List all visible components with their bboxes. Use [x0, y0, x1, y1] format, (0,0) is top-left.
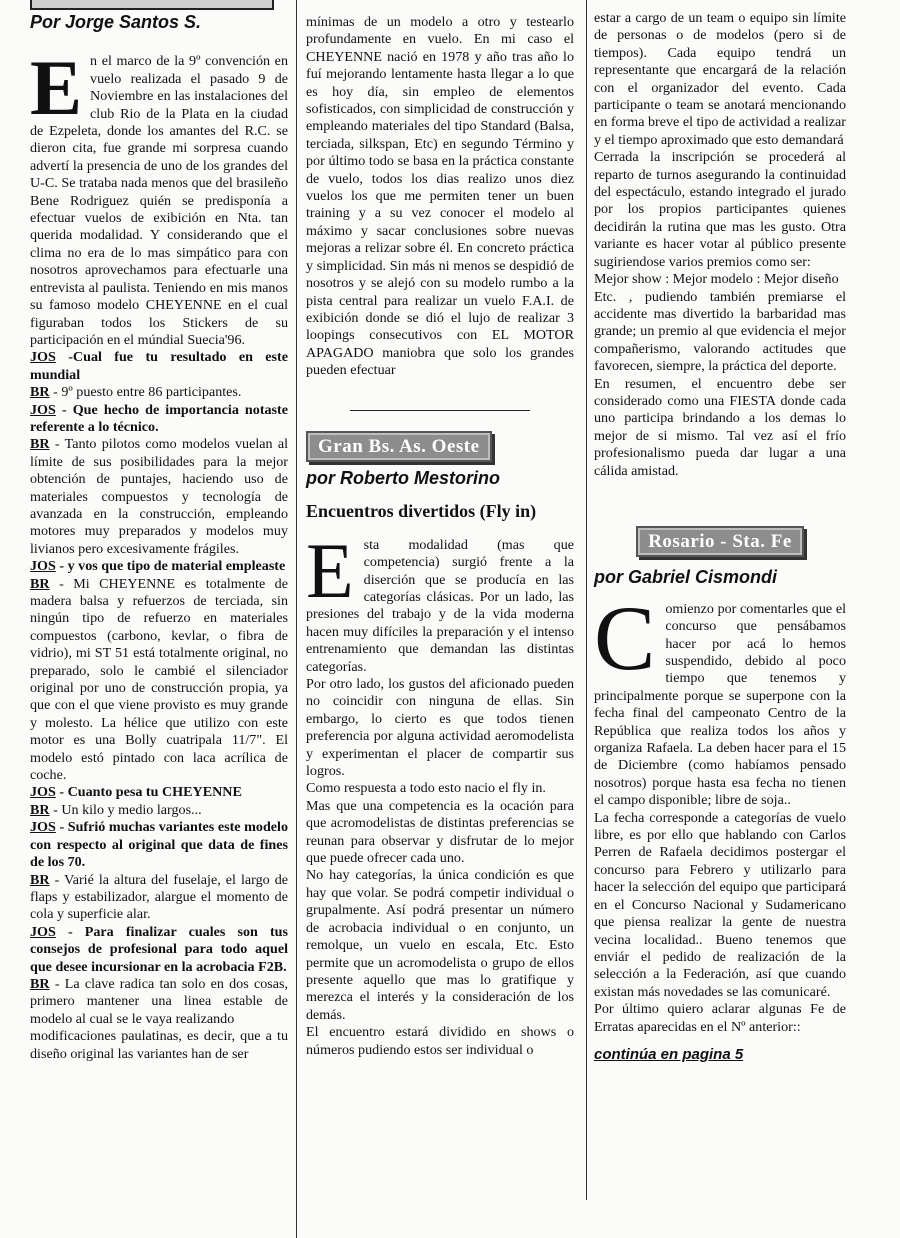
byline-jorge-santos: Por Jorge Santos S.	[30, 12, 202, 32]
column-3	[594, 10, 846, 1063]
paragraph: En resumen, el encuentro debe ser considerado como una FIESTA donde cada uno participa brindando a los demas lo mejor de si mismo. Tal vez así el frío profesionalismo pueda dar lugar a una cálida amistad.	[594, 375, 846, 479]
header-tab	[30, 0, 274, 10]
interview-question	[30, 558, 288, 575]
paragraph: La fecha corresponde a categorías de vuelo libre, es por ello que hablando con Carlos Perren de Rafaela decidimos postergar el concurso para Febrero y utilizarlo para hacer la selección del equipo que participará en el Concurso Nacional y Sudamericano que piensa realizar la gente de nuestra vecina localidad.. Bueno tenemos que enviár el pedido de realización de la selección a la Federación, así que cuando existan más novedades se las comunicaré.	[594, 809, 846, 1000]
section-divider	[350, 410, 530, 411]
speaker-tag-br: BR	[30, 975, 50, 992]
interview-question	[30, 924, 288, 976]
section-banner-gran-bs-as: Gran Bs. As. Oeste	[306, 431, 492, 462]
interview-continuation: mínimas de un modelo a otro y testearlo profundamente en vuelo. En mi caso el CHEYENNE nació en 1978 y año tras año lo fuí mejorando lentamente hasta llegar a lo que es hoy día, sin empleo de elementos sofisticados, con simplicidad de construcción y empleando materiales del tipo Standard (Balsa, terciada, silkspan, Etc) en segundo Término y por último todo se basa en la práctica constante de vuelo, todos los dias realizo unos diez vuelos los que me permiten tener un buen training y a su vez conocer el modelo al máximo y sacar conclusiones sobre nuevas mejoras a relizar sobre él. En concreto práctica y simplicidad. Sin más ni menos se despidió de nosotros y se alejó con su modelo rumbo a la pista central para realizar un vuelo F.A.I. de exibición donde se dió el lujo de realizar 3 loopings consecutivos con EL MOTOR APAGADO maniobra que solo los grandes pueden efectuar	[306, 14, 574, 379]
speaker-tag-jos: JOS	[30, 819, 56, 836]
dropcap-e2: E	[306, 526, 354, 614]
paragraph: Etc. , pudiendo también premiarse el accidente mas divertido la barbaridad mas grande; un premio al que evidencia el mejor compañerismo, valorando actitudes que favorecen, siempre, la práctica del deporte.	[594, 288, 846, 375]
interview-question	[30, 349, 288, 384]
qa-list	[30, 349, 288, 1063]
speaker-tag-jos: JOS	[30, 784, 56, 801]
speaker-tag-br: BR	[30, 384, 50, 401]
interview-answer	[30, 802, 288, 819]
interview-question	[30, 784, 288, 801]
interview-intro	[30, 44, 288, 349]
speaker-tag-br: BR	[30, 436, 50, 453]
paragraph: Mejor show : Mejor modelo : Mejor diseño	[594, 271, 839, 288]
fly-in-paragraphs-2	[594, 149, 846, 480]
paragraph: Mas que una competencia es la ocación para que acromodelistas de distintas preferencias se reunan para observar y disfrutar de lo mejor que puede ofrecer cada uno.	[306, 797, 574, 867]
speaker-tag-jos: JOS	[30, 558, 56, 575]
article-subhead: Encuentros divertidos (Fly in)	[306, 501, 537, 522]
question-text: - Sufrió muchas variantes este modelo con respecto al original que data de fines de los 70.	[30, 819, 288, 871]
paragraph: Por último quiero aclarar algunas Fe de Erratas aparecidas en el Nº anterior::	[594, 1001, 846, 1035]
rosario-intro	[594, 586, 846, 810]
speaker-tag-br: BR	[30, 575, 50, 592]
speaker-tag-jos: JOS	[30, 923, 56, 940]
answer-text: modificaciones paulatinas, es decir, que a tu diseño original las variantes han de ser	[30, 1028, 288, 1062]
rosario-intro-text: omienzo por comentarles que el concurso que pensábamos hacer por acá lo hemos suspendido, debido al poco tiempo que tenemos y principalmente porque se superpone con la fecha final del campeonato Centro de la República que realiza todos los años y organiza Rafaela. La deben hacer para el 15 de Diciembre (como habíamos pensado nosotros) porque hasta esa fecha no tienen el campo disponible; libre de soja..	[594, 600, 846, 809]
interview-answer	[30, 872, 288, 924]
interview-question	[30, 819, 288, 871]
paragraph: No hay categorías, la única condición es que hay que volar. Se podrá competir individual o grupalmente. Así podrá presentar un número de acrobacia individual o en conjunto, un remolque, un vuelo en escala, Etc. Esto permite que un acromodelista o grupo de ellos presente aquello que mas lo gratifique y merezca el interés y la consideración de los demás.	[306, 867, 574, 1023]
speaker-tag-br: BR	[30, 871, 50, 888]
column-divider-1	[296, 0, 297, 1238]
interview-question	[30, 402, 288, 437]
paragraph: El encuentro estará dividido en shows o números pudiendo estos ser individual o	[306, 1024, 574, 1058]
section-banner-rosario: Rosario - Sta. Fe	[636, 526, 804, 557]
answer-text: - 9º puesto entre 86 participantes.	[53, 384, 242, 401]
question-text: -Cual fue tu resultado en este mundial	[30, 349, 288, 383]
dropcap-e: E	[30, 44, 83, 132]
intro-text: n el marco de la 9º convención en vuelo realizada el pasado 9 de Noviembre en las instalaciones del club Rio de la Plata en la ciudad de Ezpeleta, donde los amantes del R.C. se dieron cita, fue grande mi sorpresa cuando advertí la presencia de uno de los grandes del U-C. Se trataba nada menos que del brasileño Bene Rodriguez quién se predisponía a efectuar vuelos de exibición en Nta. tan querida modalidad. Y considerando que el clima no era de lo mas simpático para con nosotros aprovechamos para efectuarle una entrevista al paulista. Teniendo en mis manos su famoso modelo CHEYENNE en el cual figuraban todos los Stickers de su participación en el múndial Suecia'96.	[30, 53, 288, 348]
interview-answer	[30, 576, 288, 785]
dropcap-c: C	[594, 586, 656, 689]
fly-in-continuation: estar a cargo de un team o equipo sin límite de personas o de modelos (pero si de tiempos). Cada equipo tendrá un representante que encargará de la relación con el organizador del evento. Cada participante o team se anotará mencionando en forma breve el tipo de actividad a realizar y el tiempo aproximado que esto demandará	[594, 10, 846, 148]
fly-in-paragraphs	[306, 676, 574, 1059]
column-2	[306, 14, 574, 1059]
answer-text: - Mi CHEYENNE es totalmente de madera balsa y refuerzos de terciada, sin ningún tipo de refuerzo en materiales compuestos (carbono, kevlar, o fibra de vidrio), mi ST 51 está totalmente original, no preparado, solo le cambié el silenciador original por uno de construcción propia, ya que con el que viene provisto es muy grande y molesto. La hélice que utilizo con este motor es una Bolly cuatripala 11/7". El modelo estó pintado con laca acrílica de coche.	[30, 575, 288, 784]
byline-roberto-mestorino: por Roberto Mestorino	[306, 467, 500, 488]
answer-text: - Tanto pilotos como modelos vuelan al límite de sus posibilidades para la mejor obtención de puntajes, haciendo uso de materiales compuestos y tecnología de avanzada en la construcción, empleando motores muy preparados y modelos muy livianos pero excesivamente frágiles.	[30, 436, 288, 557]
column-divider-2	[586, 0, 587, 1200]
fly-in-intro	[306, 526, 574, 676]
column-1	[30, 14, 288, 1063]
speaker-tag-br: BR	[30, 801, 50, 818]
answer-text: - Un kilo y medio largos...	[53, 801, 202, 818]
paragraph: Cerrada la inscripción se procederá al reparto de turnos asegurando la continuidad del espectáculo, estando integrado el jurado por los propios participantes quienes decidirán la rutina que mas les gusto. Otra variante es hacer votar al público presente sugiriendose varios premios como ser:	[594, 149, 846, 270]
interview-answer	[30, 976, 288, 1028]
interview-answer	[30, 436, 288, 558]
paragraph: Como respuesta a todo esto nacio el fly in.	[306, 780, 546, 797]
paragraph: Por otro lado, los gustos del aficionado pueden no coincidir con ninguna de ellas. Sin embargo, lo cierto es que todos tienen preferencia por alguna actividad aeromodelista y experimentan el placer de compartir sus logros.	[306, 676, 574, 780]
speaker-tag-jos: JOS	[30, 349, 56, 366]
answer-text: - Varié la altura del fuselaje, el largo de flaps y estabilizador, alargue el momento de cola y superficie alar.	[30, 871, 288, 923]
answer-text: - La clave radica tan solo en dos cosas, primero mantener una linea estable de modelo al cual se le vaya realizando	[30, 975, 288, 1027]
rosario-paragraphs	[594, 810, 846, 1036]
question-text: - y vos que tipo de material empleaste	[59, 558, 286, 575]
interview-answer	[30, 1028, 288, 1063]
question-text: - Para finalizar cuales son tus consejos de profesional para todo aquel que desee incursionar en la acrobacia F2B.	[30, 923, 288, 975]
continue-link[interactable]: continúa en pagina 5	[594, 1045, 744, 1063]
question-text: - Cuanto pesa tu CHEYENNE	[59, 784, 242, 801]
interview-answer	[30, 384, 288, 401]
fly-in-intro-text: sta modalidad (mas que competencia) surgió frente a la diserción que se producía en las categorías clásicas. Por un lado, las presiones del trabajo y de la vida moderna hacen muy difíciles la preparación y el intenso entrenamiento que demandan las distintas categorías.	[306, 536, 574, 675]
byline-gabriel-cismondi: por Gabriel Cismondi	[594, 567, 778, 588]
speaker-tag-jos: JOS	[30, 401, 56, 418]
question-text: - Que hecho de importancia notaste referente a lo técnico.	[30, 401, 288, 435]
